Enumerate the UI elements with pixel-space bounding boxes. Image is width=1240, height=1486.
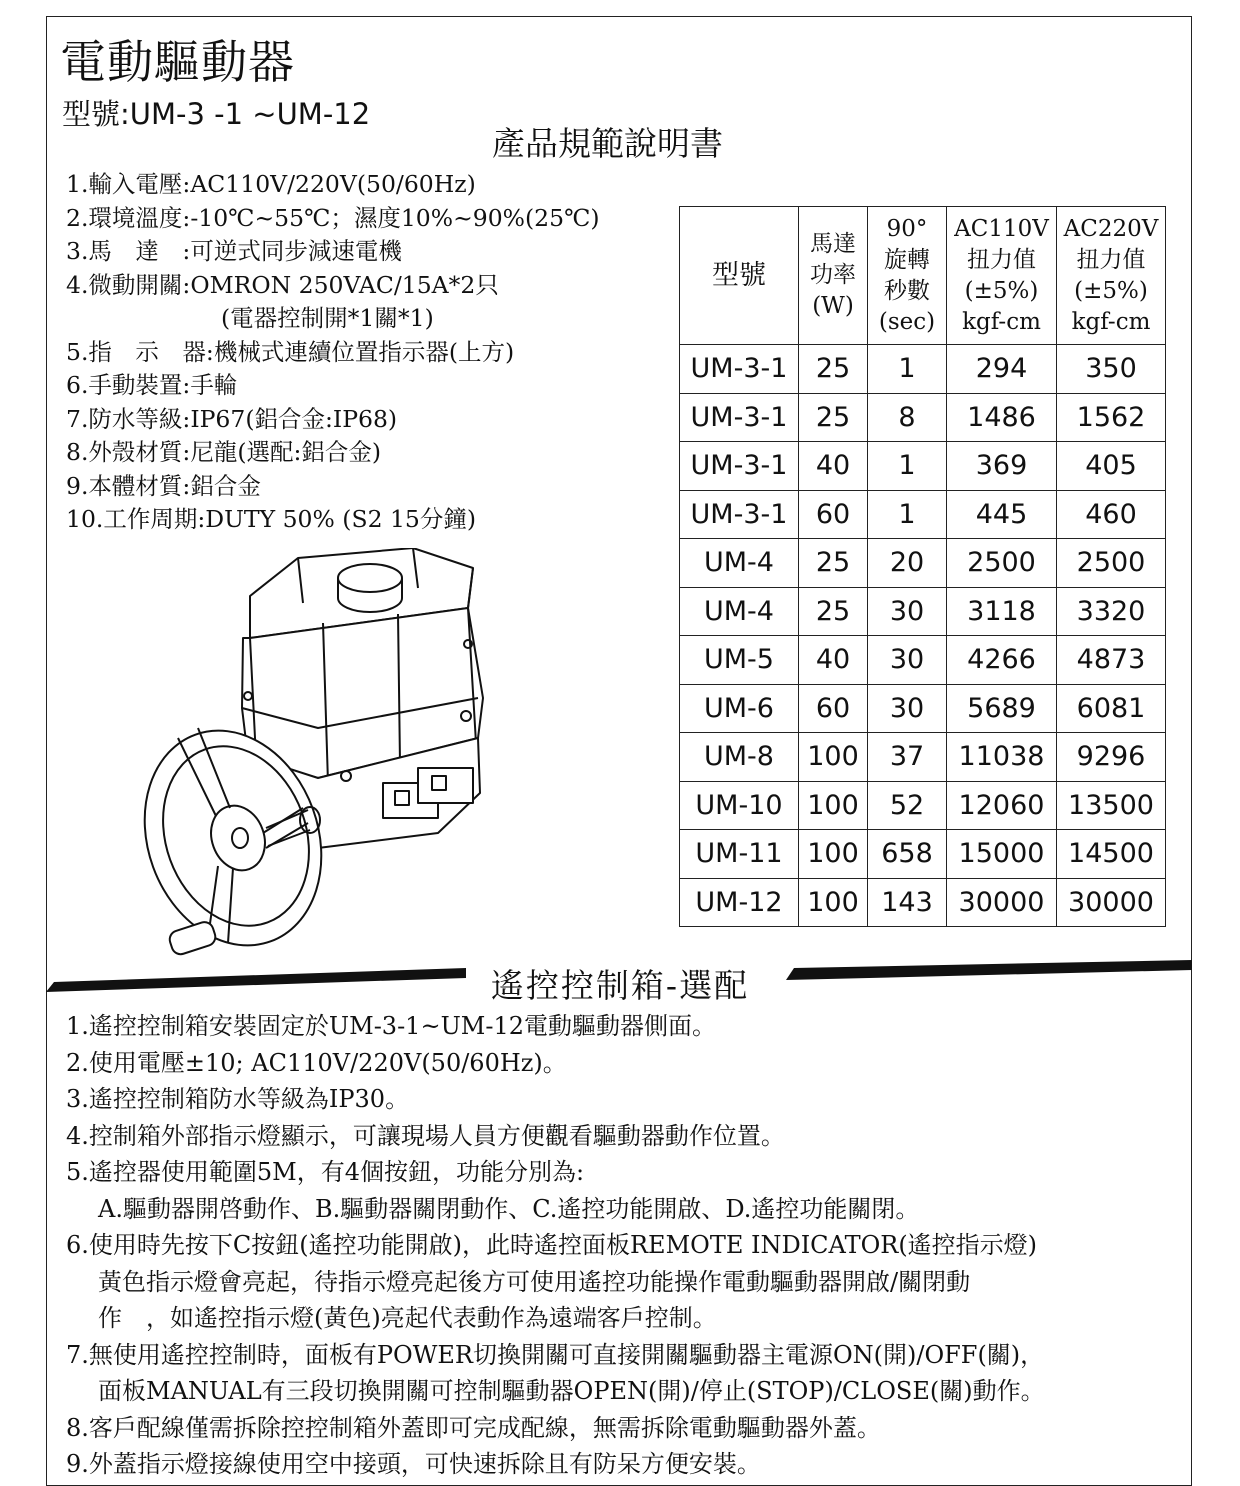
table-cell: UM-8 [680, 733, 799, 782]
table-cell: 37 [868, 733, 947, 782]
spec-item: 6.手動裝置:手輪 [66, 371, 238, 399]
remote-item: 5.遙控器使用範圍5M，有4個按鈕，功能分別為: [66, 1158, 585, 1186]
table-cell: 658 [868, 830, 947, 879]
header-torque-ac220: AC220V 扭力值 (±5%) kgf-cm [1057, 207, 1166, 345]
spec-item: 5.指 示 器:機械式連續位置指示器(上方) [66, 337, 515, 366]
remote-item: 7.無使用遙控控制時，面板有POWER切換開關可直接開關驅動器主電源ON(開)/OFF(關)， [66, 1340, 1045, 1369]
table-cell: 460 [1057, 490, 1166, 539]
table-cell: 30 [868, 684, 947, 733]
table-cell: UM-3-1 [680, 442, 799, 491]
spec-item: 9.本體材質:鋁合金 [66, 471, 261, 500]
table-cell: 25 [799, 539, 868, 588]
table-cell: 30 [868, 587, 947, 636]
table-cell: 60 [799, 684, 868, 733]
spec-table [679, 206, 1166, 927]
actuator-drawing [138, 548, 628, 968]
header-model: 型號 [680, 207, 799, 345]
table-cell: 3320 [1057, 587, 1166, 636]
spec-list [66, 168, 600, 537]
table-cell: 143 [868, 878, 947, 927]
table-cell: UM-3-1 [680, 393, 799, 442]
table-row [680, 733, 1166, 782]
table-cell: 14500 [1057, 830, 1166, 879]
table-cell: 294 [947, 345, 1057, 394]
table-cell: 11038 [947, 733, 1057, 782]
table-cell: 1 [868, 490, 947, 539]
table-cell: 1486 [947, 393, 1057, 442]
table-cell: 25 [799, 345, 868, 394]
model-range: 型號:UM-3 -1 ~UM-12 [62, 97, 371, 131]
table-cell: 2500 [947, 539, 1057, 588]
spec-item: 8.外殼材質:尼龍(選配:鋁合金) [66, 438, 382, 466]
remote-item: 4.控制箱外部指示燈顯示，可讓現場人員方便觀看驅動器動作位置。 [66, 1121, 785, 1150]
page-title: 電動驅動器 [60, 35, 295, 89]
table-cell: UM-4 [680, 587, 799, 636]
spec-item: 3.馬 達 :可逆式同步減速電機 [66, 237, 402, 265]
remote-item: 9.外蓋指示燈接線使用空中接頭，可快速拆除且有防呆方便安裝。 [66, 1450, 761, 1478]
remote-item: 2.使用電壓±10; AC110V/220V(50/60Hz)。 [66, 1048, 567, 1077]
remote-item: 6.使用時先按下C按鈕(遙控功能開啟)，此時遙控面板REMOTE INDICATOR(遙控指示燈) [66, 1231, 1038, 1259]
table-row [680, 345, 1166, 394]
table-body [680, 345, 1166, 927]
remote-item-continuation: A.驅動器開啓動作、B.驅動器關閉動作、C.遙控功能開啟、D.遙控功能關閉。 [98, 1194, 920, 1223]
table-cell: UM-12 [680, 878, 799, 927]
table-header-row [680, 207, 1166, 345]
table-cell: 40 [799, 636, 868, 685]
table-cell: 6081 [1057, 684, 1166, 733]
spec-item: 2.環境溫度:-10℃~55℃；濕度10%~90%(25℃) [66, 203, 600, 232]
table-cell: 8 [868, 393, 947, 442]
table-row [680, 539, 1166, 588]
table-row [680, 636, 1166, 685]
table-cell: 60 [799, 490, 868, 539]
table-cell: 2500 [1057, 539, 1166, 588]
table-cell: 25 [799, 393, 868, 442]
table-cell: 1562 [1057, 393, 1166, 442]
remote-box-title: 遙控控制箱-選配 [490, 966, 750, 1005]
spec-item-continuation: (電器控制開*1關*1) [221, 304, 434, 332]
document-subtitle: 產品規範說明書 [492, 124, 723, 163]
table-row [680, 781, 1166, 830]
table-cell: 30000 [1057, 878, 1166, 927]
spec-item: 4.微動開關:OMRON 250VAC/15A*2只 [66, 270, 499, 299]
table-cell: 20 [868, 539, 947, 588]
table-row [680, 393, 1166, 442]
table-cell: 100 [799, 830, 868, 879]
table-row [680, 587, 1166, 636]
table-cell: 52 [868, 781, 947, 830]
table-cell: 1 [868, 442, 947, 491]
table-cell: 12060 [947, 781, 1057, 830]
header-motor-power: 馬達 功率 (W) [799, 207, 868, 345]
table-row [680, 684, 1166, 733]
table-cell: 15000 [947, 830, 1057, 879]
table-cell: 445 [947, 490, 1057, 539]
remote-item: 1.遙控控制箱安裝固定於UM-3-1~UM-12電動驅動器側面。 [66, 1012, 717, 1040]
header-torque-ac110: AC110V 扭力值 (±5%) kgf-cm [947, 207, 1057, 345]
table-cell: 1 [868, 345, 947, 394]
table-cell: 13500 [1057, 781, 1166, 830]
table-cell: UM-3-1 [680, 490, 799, 539]
table-cell: UM-3-1 [680, 345, 799, 394]
spec-item: 10.工作周期:DUTY 50% (S2 15分鐘) [66, 505, 477, 533]
table-row [680, 878, 1166, 927]
table-cell: 5689 [947, 684, 1057, 733]
remote-item-continuation: 黃色指示燈會亮起，待指示燈亮起後方可使用遙控功能操作電動驅動器開啟/關閉動 [98, 1267, 971, 1296]
spec-item: 1.輸入電壓:AC110V/220V(50/60Hz) [66, 170, 476, 198]
table-cell: UM-10 [680, 781, 799, 830]
remote-item-continuation: 作 ，如遙控指示燈(黃色)亮起代表動作為遠端客戶控制。 [98, 1304, 717, 1332]
table-cell: 3118 [947, 587, 1057, 636]
table-cell: 30 [868, 636, 947, 685]
table-row [680, 490, 1166, 539]
table-cell: 405 [1057, 442, 1166, 491]
table-row [680, 442, 1166, 491]
table-cell: 4873 [1057, 636, 1166, 685]
table-cell: UM-11 [680, 830, 799, 879]
table-cell: 100 [799, 878, 868, 927]
table-cell: 369 [947, 442, 1057, 491]
remote-item-continuation: 面板MANUAL有三段切換開關可控制驅動器OPEN(開)/停止(STOP)/CLOSE(關)動作。 [98, 1377, 1045, 1405]
table-cell: 350 [1057, 345, 1166, 394]
table-cell: 100 [799, 733, 868, 782]
table-cell: 25 [799, 587, 868, 636]
table-cell: 4266 [947, 636, 1057, 685]
table-cell: 100 [799, 781, 868, 830]
table-row [680, 830, 1166, 879]
table-cell: UM-4 [680, 539, 799, 588]
remote-item: 3.遙控控制箱防水等級為IP30。 [66, 1085, 410, 1113]
table-cell: 30000 [947, 878, 1057, 927]
remote-item: 8.客戶配線僅需拆除控控制箱外蓋即可完成配線，無需拆除電動驅動器外蓋。 [66, 1413, 881, 1442]
table-cell: 9296 [1057, 733, 1166, 782]
table-cell: UM-6 [680, 684, 799, 733]
header-rotation-time: 90° 旋轉 秒數 (sec) [868, 207, 947, 345]
remote-box-list [66, 1008, 1045, 1483]
table-cell: 40 [799, 442, 868, 491]
table-cell: UM-5 [680, 636, 799, 685]
spec-item: 7.防水等級:IP67(鋁合金:IP68) [66, 404, 398, 433]
